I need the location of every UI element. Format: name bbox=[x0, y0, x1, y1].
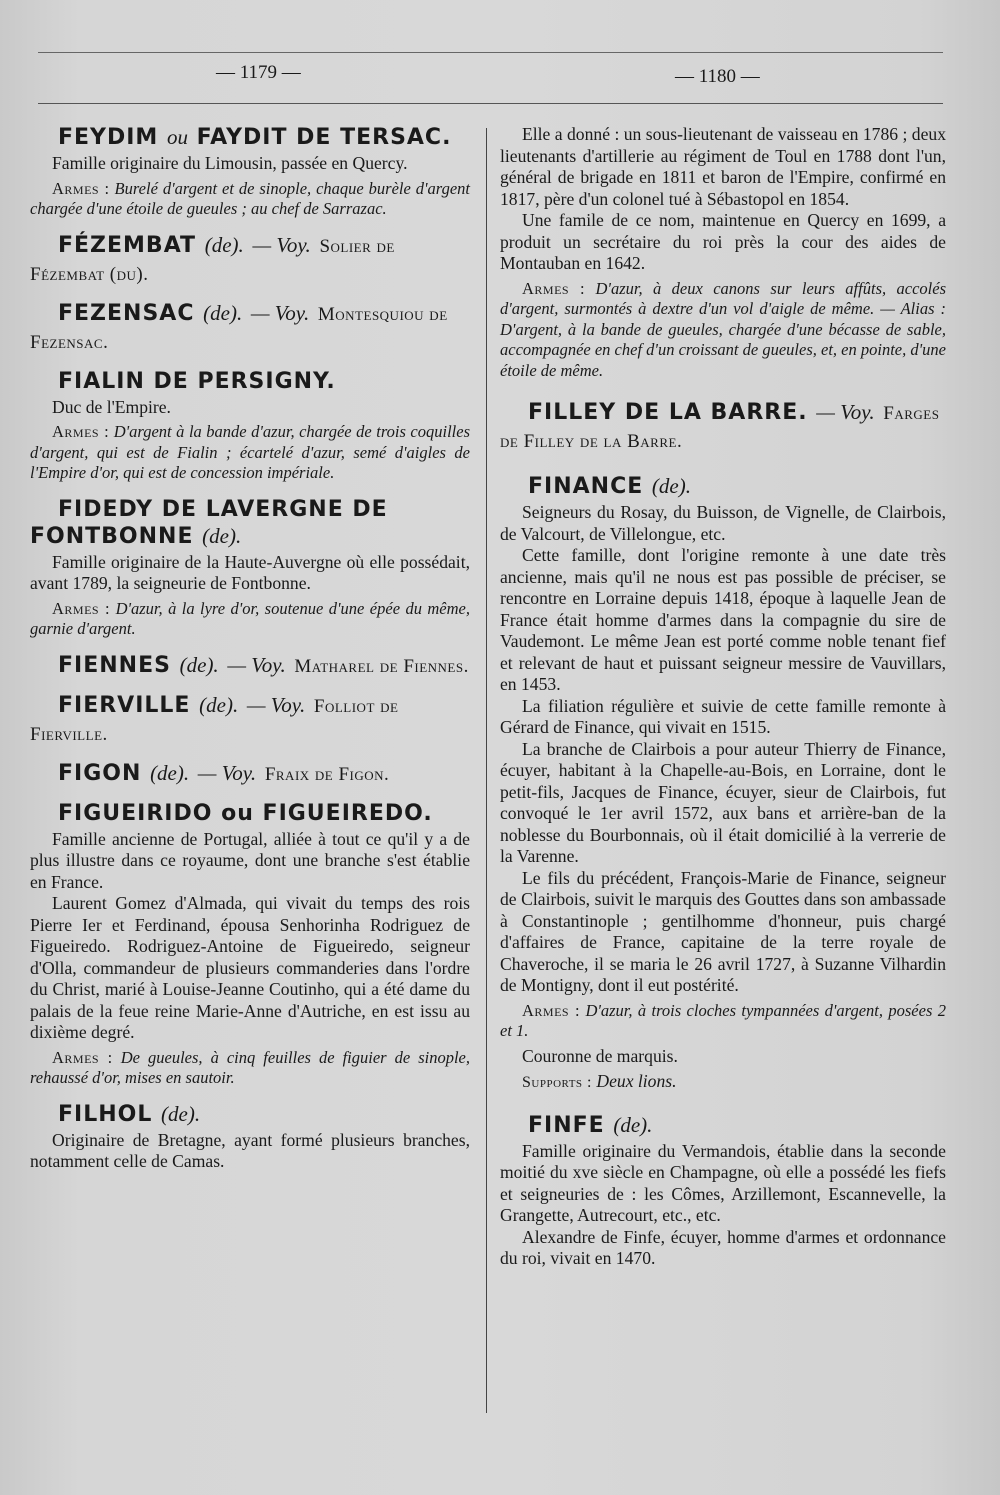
entry-heading: FEZENSAC (de). — Voy. Montesquiou de Fezensac. bbox=[30, 300, 448, 353]
entry-fezensac bbox=[30, 300, 470, 356]
entry-filley bbox=[500, 399, 946, 455]
entry-heading: FIGUEIRIDO ou FIGUEIREDO. bbox=[58, 800, 433, 826]
entry-heading: FINFE (de). bbox=[528, 1112, 653, 1138]
left-column bbox=[30, 124, 470, 1185]
entry-heading: FINANCE (de). bbox=[528, 474, 691, 499]
right-column bbox=[500, 124, 946, 1282]
entry-crown: Couronne de marquis. bbox=[522, 1045, 678, 1066]
entry-heading: FEYDIM ou FAYDIT DE TERSAC. bbox=[58, 125, 452, 150]
entry-fiennes bbox=[30, 652, 470, 680]
entry-fialin bbox=[30, 368, 470, 484]
entry-text: Cette famille, dont l'origine remonte à une date très ancienne, mais qu'il ne nous est pas possible de préciser, se rencontre en Lorraine depuis 1418, époque à laquelle Jean de France était homme d'armes dans la compagnie du sire de Vaudemont. Le même Jean est porté comme noble tenant fief et relevant de haut et puissant seigneur messire de Vauvillars, en 1453. bbox=[500, 545, 946, 694]
entry-heading: FIERVILLE (de). — Voy. Folliot de Fierville. bbox=[30, 692, 399, 745]
entry-continuation bbox=[500, 124, 946, 381]
entry-text: Duc de l'Empire. bbox=[52, 396, 171, 417]
entry-text: Elle a donné : un sous-lieutenant de vaisseau en 1786 ; deux lieutenants d'artillerie au régiment de Toul en 1788 dont l'un, général de brigade en 1811 et baron de l'Empire, confirmé en 1817, père d'un colonel tué à Sébastopol en 1854. bbox=[500, 124, 946, 209]
entry-text: Famille originaire de la Haute-Auvergne où elle possédait, avant 1789, la seigneurie de Fontbonne. bbox=[30, 551, 470, 593]
entry-text: Laurent Gomez d'Almada, qui vivait du temps des rois Pierre Ier et Ferdinand, épousa Senhorinha Rodriguez de Figueiredo. Rodriguez-Antoine de Figueiredo, seigneur d'Olla, commandeur de plusieurs commanderies dans l'ordre du Christ, marié à Louise-Jeanne Coutinho, qui a été dame du palais de la feue reine Marie-Anne d'Autriche, en est issu au dixième degré. bbox=[30, 893, 470, 1042]
entry-text: La branche de Clairbois a pour auteur Thierry de Finance, écuyer, habitant à la Chapelle-au-Bois, en Lorraine, dont le petit-fils, Jacques de Finance, écuyer, sieur de Clairbois, fut convoqué le 1er avril 1572, aux bans et arrière-ban de la noblesse du Bourbonnais, où il était domicilié à la verrerie de la Varenne. bbox=[500, 738, 946, 866]
entry-text: Originaire de Bretagne, ayant formé plusieurs branches, notamment celle de Camas. bbox=[30, 1129, 470, 1171]
entry-arms: Armes : D'argent à la bande d'azur, chargée de trois coquilles d'argent, qui est de Fialin ; écartelé d'azur, semé d'aigles de l'Empire d'or, qui est de concession impériale. bbox=[30, 422, 470, 482]
entry-figueirido bbox=[30, 800, 470, 1089]
entry-finance bbox=[500, 473, 946, 1094]
entry-finfe bbox=[500, 1112, 946, 1270]
entry-text: Famille originaire du Limousin, passée en Quercy. bbox=[52, 153, 408, 173]
entry-fierville bbox=[30, 692, 470, 748]
entry-figon bbox=[30, 760, 470, 788]
entry-heading: FIDEDY DE LAVERGNE DE FONTBONNE (de). bbox=[30, 496, 388, 549]
entry-arms: Armes : D'azur, à la lyre d'or, soutenue d'une épée du même, garnie d'argent. bbox=[30, 598, 470, 638]
entry-heading: FILHOL (de). bbox=[58, 1101, 201, 1127]
entry-heading: FIGON (de). — Voy. Fraix de Figon. bbox=[58, 760, 390, 786]
entry-feydim bbox=[30, 124, 470, 220]
page-number-right: — 1180 — bbox=[675, 66, 760, 87]
top-rule bbox=[38, 52, 943, 53]
entry-text: Famille ancienne de Portugal, alliée à tout ce qu'il y a de plus illustre dans ce royaume, dont une branche s'est établie en France. bbox=[30, 828, 470, 892]
entry-filhol bbox=[30, 1101, 470, 1173]
header-rule bbox=[38, 103, 943, 104]
entry-fidedy bbox=[30, 496, 470, 640]
page-number-left: — 1179 — bbox=[216, 62, 301, 83]
entry-supports: Supports : Deux lions. bbox=[522, 1071, 677, 1091]
entry-text: La filiation régulière et suivie de cette famille remonte à Gérard de Finance, qui vivait en 1515. bbox=[500, 695, 946, 737]
entry-heading: FILLEY DE LA BARRE. — Voy. Farges de Filley de la Barre. bbox=[500, 400, 940, 452]
entry-text: Alexandre de Finfe, écuyer, homme d'armes et ordonnance du roi, vivait en 1470. bbox=[500, 1226, 946, 1268]
entry-arms: Armes : Burelé d'argent et de sinople, chaque burèle d'argent chargée d'une étoile de gueules ; au chef de Sarrazac. bbox=[30, 178, 470, 218]
column-divider bbox=[486, 128, 487, 1413]
entry-arms: Armes : De gueules, à cinq feuilles de figuier de sinople, rehaussé d'or, mises en sautoir. bbox=[30, 1047, 470, 1087]
entry-heading: FIENNES (de). — Voy. Matharel de Fiennes. bbox=[58, 652, 469, 678]
entry-arms: Armes : D'azur, à trois cloches tympannées d'argent, posées 2 et 1. bbox=[500, 1000, 946, 1040]
entry-text: Seigneurs du Rosay, du Buisson, de Vignelle, de Clairbois, de Valcourt, de Villelongue, etc. bbox=[500, 502, 946, 544]
entry-text: Famille originaire du Vermandois, établie dans la seconde moitié du xve siècle en Champagne, où elle a possédé les fiefs et seigneuries de : les Cômes, Arzillemont, Escannevelle, la Grangette, Autrecourt, etc., etc. bbox=[500, 1140, 946, 1225]
entry-text: Une famile de ce nom, maintenue en Quercy en 1699, a produit un secrétaire du roi près la cour des aides de Montauban en 1642. bbox=[500, 210, 946, 273]
entry-heading: FIALIN DE PERSIGNY. bbox=[58, 368, 336, 394]
entry-fezembat bbox=[30, 232, 470, 288]
entry-text: Le fils du précédent, François-Marie de Finance, seigneur de Clairbois, suivit le marquis des Gouttes dans son ambassade à Constantinople ; gentilhomme d'honneur, puis chargé d'affaires de France, capitaine de la terre royale de Chaveroche, il se maria le 26 avril 1727, à Suzanne Vilhardin de Montigny, dont il eut postérité. bbox=[500, 867, 946, 995]
entry-heading: FÉZEMBAT (de). — Voy. Solier de Fézembat (du). bbox=[30, 232, 395, 285]
entry-arms: Armes : D'azur, à deux canons sur leurs affûts, accolés d'argent, surmontés à dextre d'un vol d'aigle de même. — Alias : D'argent, à la bande de gueules, chargée d'une bécasse de sable, accompagnée en chef d'un croissant de gueules, et, en pointe, d'une étoile de même. bbox=[500, 278, 946, 380]
